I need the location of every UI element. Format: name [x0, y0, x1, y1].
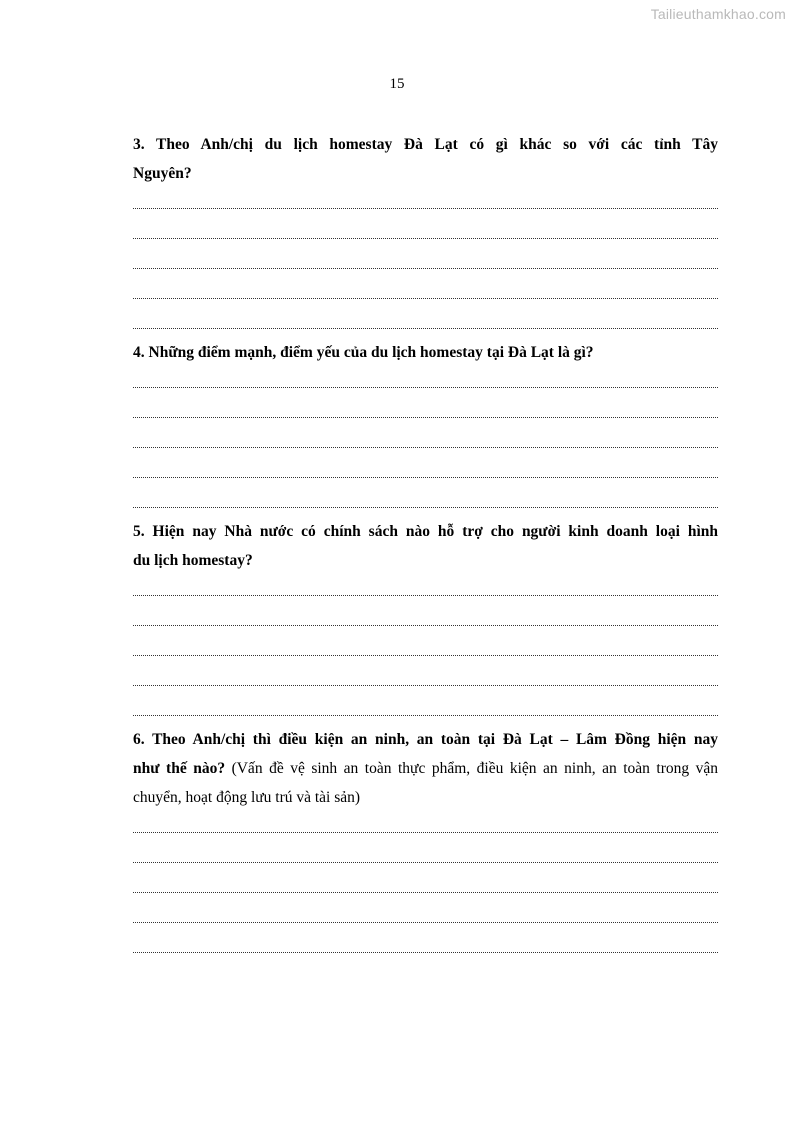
- answer-line[interactable]: [133, 902, 718, 932]
- answer-line[interactable]: [133, 308, 718, 338]
- question-5-line-2: du lịch homestay?: [133, 552, 253, 569]
- question-3-line-2: Nguyên?: [133, 165, 192, 182]
- answer-line[interactable]: [133, 397, 718, 427]
- question-4-text: 4. Những điểm mạnh, điểm yếu của du lịch homestay tại Đà Lạt là gì?: [133, 344, 594, 361]
- watermark: Tailieuthamkhao.com: [650, 6, 786, 22]
- answer-line[interactable]: [133, 665, 718, 695]
- question-3-block: [133, 130, 718, 338]
- answer-line[interactable]: [133, 695, 718, 725]
- question-5-line-1: 5. Hiện nay Nhà nước có chính sách nào hỗ trợ cho người kinh doanh loại hình: [133, 523, 718, 540]
- answer-line[interactable]: [133, 218, 718, 248]
- answer-line[interactable]: [133, 842, 718, 872]
- question-3-line-1: 3. Theo Anh/chị du lịch homestay Đà Lạt có gì khác so với các tỉnh Tây: [133, 136, 718, 153]
- answer-line[interactable]: [133, 872, 718, 902]
- answer-line[interactable]: [133, 188, 718, 218]
- answer-line[interactable]: [133, 367, 718, 397]
- answer-line[interactable]: [133, 932, 718, 962]
- question-6-line-1: 6. Theo Anh/chị thì điều kiện an ninh, an toàn tại Đà Lạt – Lâm Đồng hiện nay: [133, 731, 718, 748]
- question-6-bold-end: như thế nào?: [133, 760, 226, 777]
- answer-line[interactable]: [133, 575, 718, 605]
- answer-line[interactable]: [133, 457, 718, 487]
- question-6-block: [133, 725, 718, 962]
- questionnaire: [133, 130, 718, 962]
- answer-line[interactable]: [133, 605, 718, 635]
- answer-line[interactable]: [133, 812, 718, 842]
- question-6-body: [133, 754, 718, 812]
- page-number: 15: [389, 76, 405, 92]
- answer-line[interactable]: [133, 487, 718, 517]
- answer-line[interactable]: [133, 427, 718, 457]
- question-4-block: [133, 338, 718, 517]
- question-6-note: (Vấn đề vệ sinh an toàn thực phẩm, điều kiện an ninh, an toàn trong vận chuyển, hoạt động lưu trú và tài sản): [133, 760, 718, 806]
- answer-line[interactable]: [133, 635, 718, 665]
- question-5-block: [133, 517, 718, 725]
- answer-line[interactable]: [133, 248, 718, 278]
- answer-line[interactable]: [133, 278, 718, 308]
